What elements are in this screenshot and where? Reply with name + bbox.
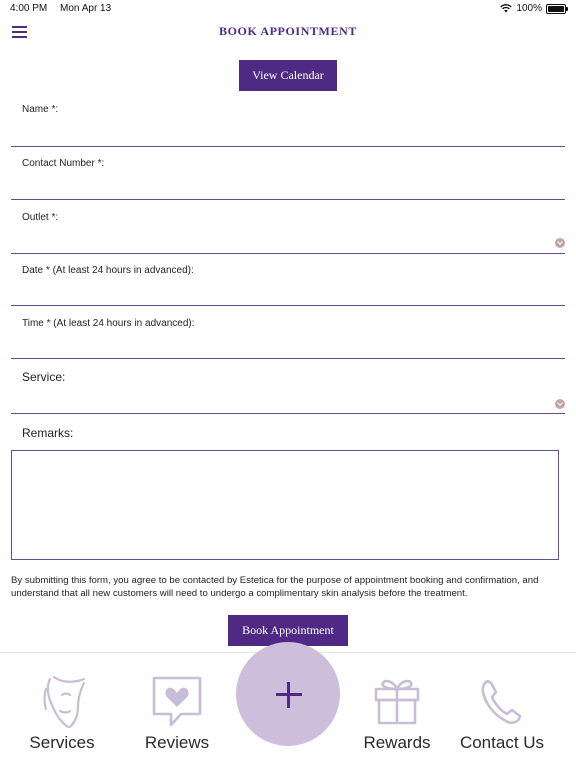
view-calendar-button[interactable]: View Calendar <box>239 60 337 91</box>
page-title: BOOK APPOINTMENT <box>219 24 357 38</box>
battery-percent: 100% <box>516 3 542 14</box>
status-time: 4:00 PM <box>10 3 48 14</box>
remarks-label: Remarks: <box>22 426 74 440</box>
tab-services-label: Services <box>29 733 95 752</box>
tab-contact-us-label: Contact Us <box>459 733 545 752</box>
contact-number-label: Contact Number *: <box>22 158 105 169</box>
date-field[interactable] <box>11 260 565 308</box>
heart-chat-icon <box>149 673 205 731</box>
service-select[interactable] <box>11 366 565 418</box>
wifi-icon <box>500 4 512 13</box>
battery-icon <box>546 4 566 14</box>
chevron-down-icon[interactable] <box>555 238 565 248</box>
status-bar <box>0 0 576 18</box>
add-button[interactable] <box>236 642 340 746</box>
date-label: Date * (At least 24 hours in advanced): <box>22 265 194 276</box>
outlet-label: Outlet *: <box>22 212 59 223</box>
name-field[interactable] <box>11 100 565 148</box>
face-icon <box>32 673 92 731</box>
time-field[interactable] <box>11 313 565 361</box>
tab-reviews[interactable] <box>132 673 222 753</box>
outlet-select[interactable] <box>11 207 565 255</box>
time-label: Time * (At least 24 hours in advanced): <box>22 318 195 329</box>
contact-number-field[interactable] <box>11 154 565 202</box>
tab-reviews-label: Reviews <box>144 733 210 752</box>
consent-text: By submitting this form, you agree to be contacted by Estetica for the purpose of appointment booking and confirmation, and understand that all new customers will need to undergo a complimentary skin analysis before the treatment. <box>11 575 539 599</box>
tab-rewards-label: Rewards <box>363 733 431 752</box>
status-date: Mon Apr 13 <box>60 3 112 14</box>
name-label: Name *: <box>22 104 59 115</box>
tab-contact-us[interactable] <box>452 673 552 753</box>
nav-bar <box>0 18 576 46</box>
tab-rewards[interactable] <box>352 673 442 753</box>
book-appointment-button[interactable]: Book Appointment <box>228 615 348 646</box>
chevron-down-icon[interactable] <box>555 399 565 409</box>
remarks-textarea[interactable] <box>11 450 559 560</box>
phone-icon <box>474 673 530 731</box>
service-label: Service: <box>22 370 66 384</box>
tab-services[interactable] <box>18 673 106 753</box>
gift-icon <box>369 673 425 731</box>
